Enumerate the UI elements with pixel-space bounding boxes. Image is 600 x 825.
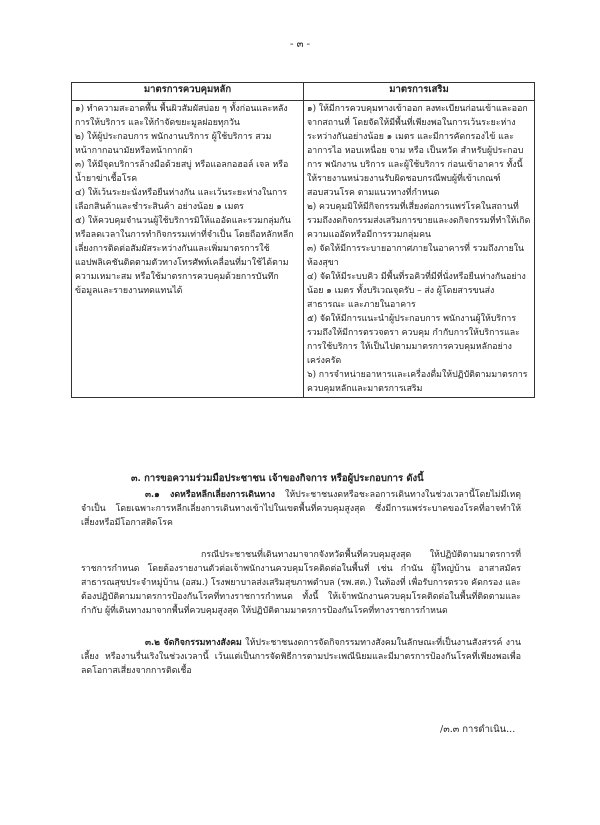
paragraph-3-1 xyxy=(81,488,521,530)
paragraph-3-1-body: ให้ประชาชนงดหรือชะลอการเดินทางในช่วงเวลานี้โดยไม่มีเหตุจำเป็น โดยเฉพาะการหลีกเลี่ยงการเดินทางเข้าไปในเขตพื้นที่ควบคุมสูงสุด ซึ่งมีการแพร่ระบาดของโรคที่อาจทำให้เสี่ยงหรือมีโอกาสติดโรค xyxy=(81,490,521,528)
extra-measure-item: ๕) จัดให้มีการแนะนำผู้ประกอบการ พนักงานผู้ให้บริการ รวมถึงให้มีการตรวจตรา ควบคุม กำกับการให้บริการและการใช้บริการ ให้เป็นไปตามมาตรการควบคุมหลักอย่างเคร่งครัด xyxy=(307,314,520,366)
main-measure-item: ๓) ให้มีจุดบริการล้างมือด้วยสบู่ หรือแอลกอฮอล์ เจล หรือน้ำยาฆ่าเชื้อโรค xyxy=(75,160,289,184)
paragraph-3-2 xyxy=(81,636,521,678)
main-measures-header: มาตรการควบคุมหลัก xyxy=(72,83,304,101)
paragraph-3-1-heading: ๓.๑ งดหรือหลีกเลี่ยงการเดินทาง xyxy=(145,490,275,500)
extra-measure-item: ๔) จัดให้มีระบบคิว มีพื้นที่รอคิวที่มีที่นั่งหรือยืนห่างกันอย่างน้อย ๑ เมตร ทั้งบริเวณจุดรับ – ส่ง ผู้โดยสารขนส่งสาธารณะ และภายในอาคาร xyxy=(307,272,526,310)
measures-table xyxy=(71,82,535,398)
table-header-row xyxy=(72,83,535,101)
extra-measure-item: ๓) จัดให้มีการระบายอากาศภายในอาคารที่ รวมถึงภายในห้องสุขา xyxy=(307,244,525,268)
table-body-row xyxy=(72,101,535,398)
extra-measure-item: ๑) ให้มีการควบคุมทางเข้าออก ลงทะเบียนก่อนเข้าและออกจากสถานที่ โดยจัดให้มีพื้นที่เพียงพอในการเว้นระยะห่างระหว่างกันอย่างน้อย ๑ เมตร และมีการคัดกรองไข้ และอาการไอ หอบเหนื่อย จาม หรือ เป็นหวัด สำหรับผู้ประกอบการ พนักงาน บริการ และผู้ใช้บริการ ก่อนเข้าอาคาร ทั้งนี้ ให้รายงานหน่วยงานรับผิดชอบกรณีพบผู้ที่เข้าเกณฑ์สอบสวนโรค ตามแนวทางที่กำหนด xyxy=(307,104,528,198)
continuation-note: /๓.๓ การดำเนิน... xyxy=(440,724,516,735)
main-measure-item: ๒) ให้ผู้ประกอบการ พนักงานบริการ ผู้ใช้บริการ สวมหน้ากากอนามัยหรือหน้ากากผ้า xyxy=(75,132,272,156)
extra-measure-item: ๖) การจำหน่ายอาหารและเครื่องดื่มให้ปฏิบัติตามมาตรการควบคุมหลักและมาตรการเสริม xyxy=(307,370,528,394)
extra-measure-item: ๒) ควบคุมมิให้มีกิจกรรมที่เสี่ยงต่อการแพร่โรคในสถานที่ รวมถึงงดกิจกรรมส่งเสริมการขายและงดกิจกรรมที่ทำให้เกิดความแออัดหรือมีการรวมกลุ่มคน xyxy=(307,202,531,240)
extra-measures-cell xyxy=(304,101,535,398)
main-measure-item: ๕) ให้ควบคุมจำนวนผู้ใช้บริการมิให้แออัดและรวมกลุ่มกัน หรือลดเวลาในการทำกิจกรรมเท่าที่จำเป็น โดยถือหลักหลีกเลี่ยงการติดต่อสัมผัสระหว่างกันและเพิ่มมาตรการใช้แอปพลิเคชันติดตามตัวทางโทรศัพท์เคลื่อนที่มาใช้ได้ตามความเหมาะสม หรือใช้มาตรการควบคุมด้วยการบันทึกข้อมูลและรายงานทดแทนได้ xyxy=(75,216,294,296)
main-measure-item: ๔) ให้เว้นระยะนั่งหรือยืนห่างกัน และเว้นระยะห่างในการเลือกสินค้าและชำระสินค้า อย่างน้อย ๑ เมตร xyxy=(75,188,288,212)
page-number: - ๓ - xyxy=(290,39,310,50)
main-measures-cell xyxy=(72,101,304,398)
paragraph-3-2-heading: ๓.๒ จัดกิจกรรมทางสังคม xyxy=(145,638,242,648)
section-3-title: ๓. การขอความร่วมมือประชาชน เจ้าของกิจการ หรือผู้ประกอบการ ดังนี้ xyxy=(131,473,424,484)
main-measure-item: ๑) ทำความสะอาดพื้น พื้นผิวสัมผัสบ่อย ๆ ทั้งก่อนและหลังการให้บริการ และให้กำจัดขยะมูลฝอยทุกวัน xyxy=(75,104,288,128)
paragraph-3-2-body: ให้ประชาชนงดการจัดกิจกรรมทางสังคมในลักษณะที่เป็นงานสังสรรค์ งานเลี้ยง หรืองานรื่นเริงในช่วงเวลานี้ เว้นแต่เป็นการจัดพิธีการตามประเพณีนิยมและมีมาตรการป้องกันโรคที่เพียงพอเพื่อลดโอกาสเสี่ยงจากการติดเชื้อ xyxy=(81,638,521,676)
paragraph-3-1-b-body: กรณีประชาชนที่เดินทางมาจากจังหวัดพื้นที่ควบคุมสูงสุด ให้ปฏิบัติตามมาตรการที่ราชการกำหนด โดยต้องรายงานตัวต่อเจ้าพนักงานควบคุมโรคติดต่อในพื้นที่ เช่น กำนัน ผู้ใหญ่บ้าน อาสาสมัครสาธารณสุขประจำหมู่บ้าน (อสม.) โรงพยาบาลส่งเสริมสุขภาพตำบล (รพ.สต.) ในท้องที่ เพื่อรับการตรวจ คัดกรอง และต้องปฏิบัติตามมาตรการป้องกันโรคที่ทางราชการกำหนด ทั้งนี้ ให้เจ้าพนักงานควบคุมโรคติดต่อในพื้นที่ติดตามและกำกับ ผู้ที่เดินทางมาจากพื้นที่ควบคุมสูงสุด ให้ปฏิบัติตามมาตรการป้องกันโรคที่ทางราชการกำหนด xyxy=(81,550,521,616)
extra-measures-header: มาตรการเสริม xyxy=(304,83,535,101)
paragraph-3-1-b xyxy=(81,548,521,618)
